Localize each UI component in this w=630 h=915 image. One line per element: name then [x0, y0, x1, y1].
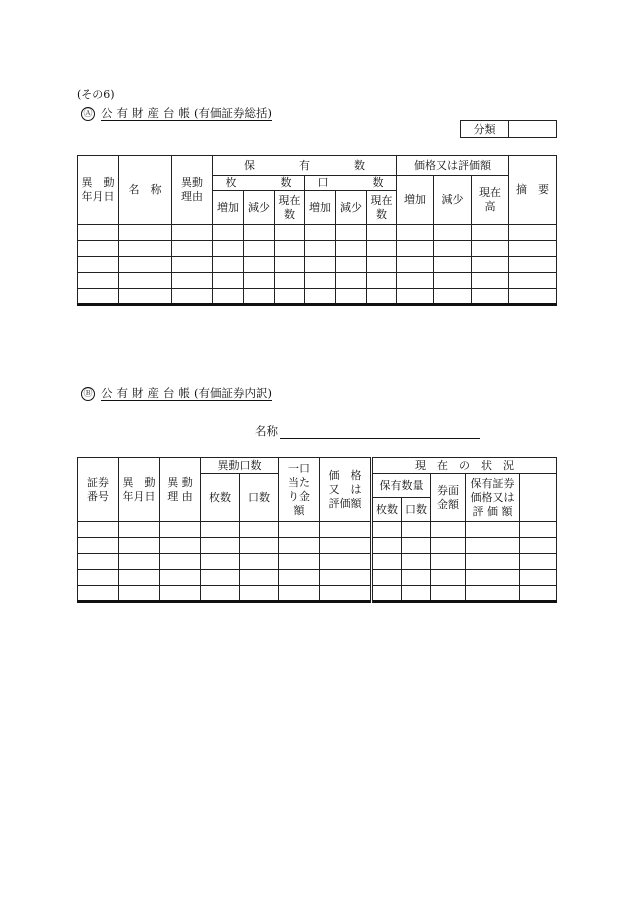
cell[interactable] [279, 554, 320, 570]
cell[interactable] [172, 289, 213, 305]
header-holding: 保 有 数 [213, 156, 397, 176]
name-field[interactable] [255, 423, 480, 439]
cell[interactable] [213, 273, 244, 289]
cell[interactable] [367, 241, 397, 257]
cell[interactable] [78, 538, 119, 554]
cell[interactable] [397, 273, 434, 289]
cell[interactable] [509, 241, 557, 257]
cell[interactable] [434, 241, 472, 257]
header-reason: 異 動 理 由 [160, 458, 201, 522]
cell[interactable] [336, 257, 367, 273]
cell[interactable] [275, 273, 305, 289]
cell[interactable] [336, 273, 367, 289]
cell[interactable] [434, 225, 472, 241]
cell[interactable] [119, 289, 172, 305]
header-face-value: 券面 金額 [431, 474, 466, 522]
cell[interactable] [240, 586, 279, 602]
section-a-title [81, 105, 272, 121]
cell[interactable] [397, 225, 434, 241]
cell[interactable] [431, 522, 466, 538]
cell[interactable] [466, 570, 520, 586]
header-change-sheets: 枚数 [201, 474, 240, 522]
section-a-ledger-table [77, 155, 557, 306]
cell[interactable] [78, 257, 119, 273]
cell[interactable] [431, 538, 466, 554]
section-b-ledger-table [77, 457, 557, 603]
header-sheets-decrease: 減少 [244, 191, 275, 225]
cell[interactable] [244, 257, 275, 273]
table-row [78, 225, 557, 241]
name-label: 名称 [255, 424, 278, 438]
cell[interactable] [119, 522, 160, 538]
header-sheets-current: 現在 数 [275, 191, 305, 225]
header-price-increase: 増加 [397, 176, 434, 225]
header-price-group: 価格又は評価額 [397, 156, 509, 176]
cell[interactable] [466, 538, 520, 554]
cell[interactable] [320, 538, 372, 554]
header-date: 異 動 年月日 [119, 458, 160, 522]
cell[interactable] [520, 538, 557, 554]
cell[interactable] [172, 257, 213, 273]
header-price: 価 格 又 は 評価額 [320, 458, 372, 522]
section-b-title-main: 公有財産台帳 [101, 386, 194, 400]
header-change-units-count: 口数 [240, 474, 279, 522]
header-units: 口 数 [305, 176, 397, 191]
table-row [78, 554, 557, 570]
cell[interactable] [320, 522, 372, 538]
cell[interactable] [320, 586, 372, 602]
cell[interactable] [472, 289, 509, 305]
cell[interactable] [119, 554, 160, 570]
cell[interactable] [320, 570, 372, 586]
cell[interactable] [402, 586, 431, 602]
cell[interactable] [78, 554, 119, 570]
cell[interactable] [160, 522, 201, 538]
cell[interactable] [402, 570, 431, 586]
cell[interactable] [78, 289, 119, 305]
table-row [78, 586, 557, 602]
cell[interactable] [213, 257, 244, 273]
cell[interactable] [244, 273, 275, 289]
cell[interactable] [367, 225, 397, 241]
header-status: 現 在 の 状 況 [372, 458, 557, 474]
cell[interactable] [397, 257, 434, 273]
header-units-increase: 増加 [305, 191, 336, 225]
cell[interactable] [160, 538, 201, 554]
cell[interactable] [320, 554, 372, 570]
classification-box [460, 120, 557, 138]
cell[interactable] [434, 289, 472, 305]
header-sheets: 枚 数 [213, 176, 305, 191]
cell[interactable] [372, 586, 402, 602]
section-b-title-sub: (有価証券内訳) [194, 386, 272, 400]
cell[interactable] [402, 554, 431, 570]
cell[interactable] [201, 538, 240, 554]
cell[interactable] [275, 241, 305, 257]
cell[interactable] [78, 522, 119, 538]
classification-value-field[interactable] [509, 121, 557, 138]
cell[interactable] [119, 225, 172, 241]
cell[interactable] [305, 241, 336, 257]
cell[interactable] [160, 570, 201, 586]
cell[interactable] [240, 554, 279, 570]
cell[interactable] [466, 586, 520, 602]
cell[interactable] [172, 225, 213, 241]
cell[interactable] [520, 522, 557, 538]
section-a-title-sub: (有価証券総括) [194, 106, 272, 120]
table-row [78, 289, 557, 305]
cell[interactable] [305, 273, 336, 289]
cell[interactable] [279, 522, 320, 538]
cell[interactable] [372, 570, 402, 586]
cell[interactable] [244, 241, 275, 257]
cell[interactable] [372, 538, 402, 554]
cell[interactable] [119, 257, 172, 273]
header-date: 異 動 年月日 [78, 156, 119, 225]
cell[interactable] [367, 273, 397, 289]
cell[interactable] [244, 289, 275, 305]
cell[interactable] [520, 570, 557, 586]
cell[interactable] [520, 586, 557, 602]
cell[interactable] [509, 289, 557, 305]
header-holding-sheets: 枚数 [372, 498, 402, 522]
cell[interactable] [372, 522, 402, 538]
header-reason: 異動 理由 [172, 156, 213, 225]
header-per-unit: 一口 当た り金 額 [279, 458, 320, 522]
cell[interactable] [244, 225, 275, 241]
cell[interactable] [367, 257, 397, 273]
table-row [78, 273, 557, 289]
cell[interactable] [119, 241, 172, 257]
cell[interactable] [279, 570, 320, 586]
cell[interactable] [119, 538, 160, 554]
cell[interactable] [431, 570, 466, 586]
cell[interactable] [472, 241, 509, 257]
section-a-marker: Ⓐ [81, 107, 95, 121]
cell[interactable] [119, 586, 160, 602]
cell[interactable] [466, 522, 520, 538]
cell[interactable] [472, 225, 509, 241]
cell[interactable] [78, 241, 119, 257]
cell[interactable] [434, 257, 472, 273]
cell[interactable] [240, 522, 279, 538]
cell[interactable] [201, 570, 240, 586]
cell[interactable] [279, 586, 320, 602]
header-holding-price: 保有証券 価格又は 評 価 額 [466, 474, 520, 522]
cell[interactable] [201, 586, 240, 602]
cell[interactable] [172, 241, 213, 257]
cell[interactable] [160, 586, 201, 602]
cell[interactable] [275, 225, 305, 241]
cell[interactable] [466, 554, 520, 570]
cell[interactable] [397, 289, 434, 305]
cell[interactable] [119, 273, 172, 289]
table-row [78, 538, 557, 554]
cell[interactable] [78, 570, 119, 586]
cell[interactable] [509, 273, 557, 289]
section-b-title [81, 385, 272, 401]
cell[interactable] [336, 225, 367, 241]
table-row [78, 570, 557, 586]
section-a-title-main: 公有財産台帳 [101, 106, 194, 120]
cell[interactable] [336, 241, 367, 257]
cell[interactable] [305, 225, 336, 241]
cell[interactable] [509, 257, 557, 273]
section-b-marker: Ⓑ [81, 387, 95, 401]
cell[interactable] [78, 225, 119, 241]
header-holding-units: 口数 [402, 498, 431, 522]
cell[interactable] [240, 570, 279, 586]
table-row [78, 522, 557, 538]
cell[interactable] [305, 257, 336, 273]
cell[interactable] [397, 241, 434, 257]
cell[interactable] [402, 522, 431, 538]
cell[interactable] [472, 273, 509, 289]
header-change-units: 異動口数 [201, 458, 279, 474]
cell[interactable] [275, 289, 305, 305]
cell[interactable] [275, 257, 305, 273]
cell[interactable] [78, 273, 119, 289]
cell[interactable] [431, 586, 466, 602]
name-underline[interactable] [280, 426, 480, 439]
cell[interactable] [78, 586, 119, 602]
cell[interactable] [240, 538, 279, 554]
table-row [78, 241, 557, 257]
cell[interactable] [160, 554, 201, 570]
cell[interactable] [402, 538, 431, 554]
header-name: 名 称 [119, 156, 172, 225]
header-cert-no: 証券 番号 [78, 458, 119, 522]
header-units-decrease: 減少 [336, 191, 367, 225]
cell[interactable] [213, 225, 244, 241]
header-sheets-increase: 増加 [213, 191, 244, 225]
cell[interactable] [279, 538, 320, 554]
table-row [78, 257, 557, 273]
header-remarks: 摘 要 [509, 156, 557, 225]
cell[interactable] [201, 554, 240, 570]
cell[interactable] [509, 225, 557, 241]
cell[interactable] [336, 289, 367, 305]
cell[interactable] [472, 257, 509, 273]
classification-label: 分類 [461, 121, 509, 138]
cell[interactable] [172, 273, 213, 289]
cell[interactable] [431, 554, 466, 570]
cell[interactable] [372, 554, 402, 570]
header-holding-qty: 保有数量 [372, 474, 431, 498]
header-units-current: 現在 数 [367, 191, 397, 225]
cell[interactable] [520, 554, 557, 570]
cell[interactable] [434, 273, 472, 289]
cell[interactable] [367, 289, 397, 305]
page-label: (その6) [77, 88, 115, 101]
header-current-amount: 現在 高 [472, 176, 509, 225]
cell[interactable] [119, 570, 160, 586]
cell[interactable] [213, 241, 244, 257]
cell[interactable] [213, 289, 244, 305]
cell[interactable] [305, 289, 336, 305]
cell[interactable] [201, 522, 240, 538]
header-price-decrease: 減少 [434, 176, 472, 225]
